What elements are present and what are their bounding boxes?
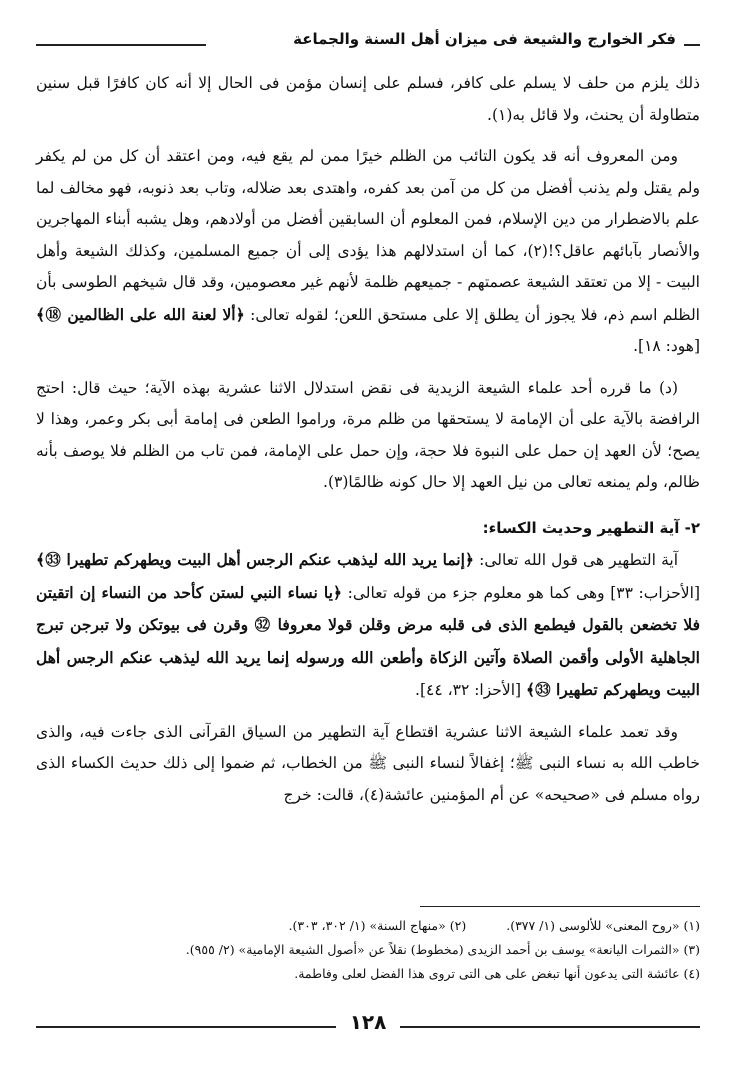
paragraph-5: وقد تعمد علماء الشيعة الاثنا عشرية اقتطاع آية التطهير من السياق القرآنى الذى جاءت فيه، والذى خاطب الله به نساء النبى ﷺ؛ إغفالاً لنساء النبى ﷺ من الخطاب، ثم ضموا إلى ذلك حديث الكساء الذى رواه مسلم فى «صحيحه» عن أم المؤمنين عائشة(٤)، قالت: خرج — [36, 722, 700, 804]
header-rule-right — [684, 44, 700, 46]
header-title: فكر الخوارج والشيعة فى ميزان أهل السنة والجماعة — [293, 30, 676, 48]
paragraph-4 — [36, 544, 700, 707]
verse-reference-ahzab: [الأحزا: ٣٢، ٤٤]. — [415, 681, 526, 699]
verse-reference-hud: [هود: ١٨]. — [633, 337, 700, 355]
section-heading: ٢- آية التطهير وحديث الكساء: — [482, 518, 700, 537]
footnote-4: (٤) عائشة التى يدعون أنها تبغض على هى التى تروى هذا الفضل لعلى وفاطمة. — [294, 966, 700, 981]
footnote-1: (١) «روح المعنى» للألوسى (١/ ٣٧٧). — [506, 918, 700, 933]
running-header — [36, 30, 700, 60]
paragraph-2 — [36, 141, 700, 363]
quran-verse-ahzab: ﴿يا نساء النبي لستن كأحد من النساء إن اتقيتن فلا تخضعن بالقول فيطمع الذى فى قلبه مرض وقلن قولا معروفا ㉜ وقرن فى بيوتكن ولا تبرجن تبرج الجاهلية الأولى وأقمن الصلاة وآتين الزكاة وأطعن الله ورسوله إنما يريد الله ليذهب عنكم الرجس أهل البيت ويطهركم تطهيرا ㉝﴾ — [36, 582, 700, 699]
footnote-row — [36, 914, 700, 938]
book-page — [36, 22, 700, 1052]
paragraph-4-mid: [الأحزاب: ٣٣] وهى كما هو معلوم جزء من قوله تعالى: — [342, 583, 700, 602]
page-number: ١٢٨ — [349, 1010, 387, 1034]
quran-verse-hud: ﴿ألا لعنة الله على الظالمين ⑱﴾ — [36, 304, 245, 324]
page-footer — [36, 1010, 700, 1040]
footnote-3: (٣) «الثمرات اليانعة» يوسف بن أحمد الزيدى (مخطوط) نقلاً عن «أصول الشيعة الإمامية» (٢/ ٩٥٥). — [185, 942, 700, 957]
footnote-2: (٢) «منهاج السنة» (١/ ٣٠٢، ٣٠٣). — [288, 918, 467, 933]
footer-rule-left — [36, 1026, 336, 1028]
quran-verse-tathir: ﴿إنما يريد الله ليذهب عنكم الرجس أهل البيت ويطهركم تطهيرا ㉝﴾ — [36, 550, 474, 569]
paragraph-2-text: ومن المعروف أنه قد يكون التائب من الظلم خيرًا ممن لم يقع فيه، ومن اعتقد أن كل من لم يكفر ولم يقتل ولم يذنب أفضل من كل من آمن بعد كفره، واهتدى بعد ضلاله، وتاب بعد ذنوبه، فهو مخالف لما علم بالاضطرار من دين الإسلام، فمن المعلوم أن السابقين أفضل من أولادهم، وهل يشبه أبناء المهاجرين والأنصار بآبائهم عاقل؟!(٢)، كما أن استدلالهم هذا يؤدى إلى أن جميع المسلمين، وكذلك الشيعة وأهل البيت - إلا من تعتقد الشيعة عصمتهم - جميعهم ظلمة لأنهم غير معصومين، وقد قال شيخهم الطوسى بأن الظلم اسم ذم، فلا يجوز أن يطلق إلا على مستحق اللعن؛ لقوله تعالى: — [36, 147, 700, 324]
header-rule-left — [36, 44, 206, 46]
paragraph-1: ذلك يلزم من حلف لا يسلم على كافر، فسلم على إنسان مؤمن فى الحال إلا أنه كان كافرًا قبل سنين متطاولة أن يحنث، ولا قائل به(١). — [36, 74, 700, 124]
paragraph-3: (د) ما قرره أحد علماء الشيعة الزيدية فى نقض استدلال الاثنا عشرية بهذه الآية؛ حيث قال: احتج الرافضة بالآية على أن الإمامة لا يستحقها من ظلم مرة، وراموا الطعن فى إمامة أبى بكر وعمر، وهذا لا يصح؛ لأن العهد إن حمل على النبوة فلا حجة، وإن حمل على الإمامة، فمن تاب من الظلم فلا يوصف بأنه ظالم، ولم يمنعه تعالى من نيل العهد إلا حال كونه ظالمًا(٣). — [36, 378, 700, 491]
main-text — [36, 68, 700, 811]
footnotes — [36, 914, 700, 986]
paragraph-4-lead: آية التطهير هى قول الله تعالى: — [474, 551, 678, 569]
footer-rule-right — [400, 1026, 700, 1028]
footnote-separator — [420, 906, 700, 907]
